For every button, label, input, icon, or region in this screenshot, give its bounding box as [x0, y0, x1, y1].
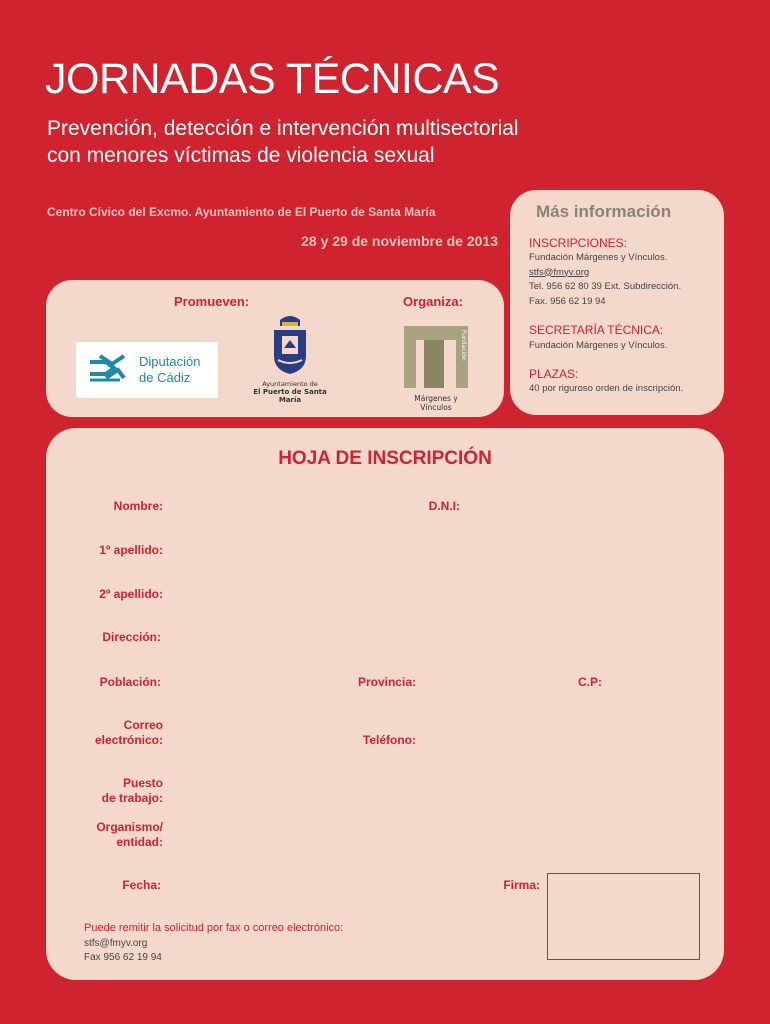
subtitle-line-1: Prevención, detección e intervención multisectorial [47, 117, 519, 140]
correo-label [95, 718, 163, 748]
subtitle-line-2: con menores víctimas de violencia sexual [47, 144, 435, 167]
secretaria-label: SECRETARÍA TÉCNICA: [529, 323, 664, 337]
inscripciones-org: Fundación Márgenes y Vínculos. [529, 252, 668, 263]
telefono-label: Teléfono: [362, 733, 416, 747]
signature-box[interactable] [547, 873, 700, 960]
cp-label: C.P: [578, 675, 602, 689]
firma-label: Firma: [503, 878, 540, 892]
secretaria-org: Fundación Márgenes y Vínculos. [529, 340, 668, 351]
correo-label-line-2: electrónico: [94, 733, 163, 747]
plazas-label: PLAZAS: [529, 367, 579, 381]
organismo-label-line-1: Organismo/ [96, 820, 163, 834]
ayuntamiento-line-2: El Puerto de Santa María [253, 388, 327, 404]
info-heading: Más información [536, 202, 672, 221]
direccion-label: Dirección: [102, 630, 161, 644]
page-subtitle [47, 115, 647, 169]
puesto-label-line-1: Puesto [122, 776, 163, 790]
ayuntamiento-line-1: Ayuntamiento de [262, 380, 318, 388]
diputacion-emblem-icon [76, 342, 132, 398]
inscripciones-label: INSCRIPCIONES: [529, 236, 628, 250]
submission-note: Puede remitir la solicitud por fax o correo electrónico: [84, 922, 344, 934]
correo-label-line-1: Correo [123, 718, 163, 732]
diputacion-logo [76, 342, 218, 398]
poblacion-label: Población: [99, 675, 161, 689]
diputacion-line-2: de Cádiz [139, 370, 191, 385]
registration-form [46, 428, 724, 980]
fundacion-emblem-icon [402, 326, 470, 388]
inscripciones-email[interactable]: stfs@fmyv.org [529, 266, 590, 278]
inscripciones-fax: Fax. 956 62 19 94 [529, 295, 606, 307]
fundacion-caption: Márgenes y Vínculos [414, 394, 458, 412]
organismo-label-line-2: entidad: [116, 835, 163, 849]
page-title: JORNADAS TÉCNICAS [45, 55, 500, 103]
fecha-label: Fecha: [122, 878, 161, 892]
venue-text: Centro Cívico del Excmo. Ayuntamiento de El Puerto de Santa María [47, 205, 436, 219]
note-email[interactable]: stfs@fmyv.org [84, 938, 148, 949]
organismo-label [96, 820, 163, 850]
info-panel [510, 190, 724, 415]
provincia-label: Provincia: [357, 675, 416, 689]
inscripciones-tel: Tel. 956 62 80 39 Ext. Subdirección. [529, 281, 682, 292]
puesto-label [102, 776, 163, 806]
puesto-label-line-2: de trabajo: [101, 791, 163, 805]
sponsors-panel [46, 280, 504, 417]
coat-of-arms-icon [270, 314, 310, 376]
form-heading: HOJA DE INSCRIPCIÓN [278, 448, 492, 469]
plazas-text: 40 por riguroso orden de inscripción. [529, 383, 684, 394]
diputacion-line-1: Diputación [139, 354, 201, 369]
note-fax: Fax 956 62 19 94 [84, 952, 162, 963]
inscripciones-details [529, 251, 681, 309]
dni-label: D.N.I: [428, 499, 460, 513]
fundacion-vertical-text: Fundación [460, 330, 467, 361]
organiza-label: Organiza: [403, 294, 463, 309]
event-dates: 28 y 29 de noviembre de 2013 [301, 233, 498, 249]
fundacion-logo [402, 326, 470, 412]
nombre-label: Nombre: [113, 499, 163, 513]
apellido2-label: 2º apellido: [99, 587, 163, 601]
apellido1-label: 1º apellido: [99, 543, 163, 557]
ayuntamiento-logo [242, 314, 338, 404]
promueven-label: Promueven: [174, 294, 250, 309]
